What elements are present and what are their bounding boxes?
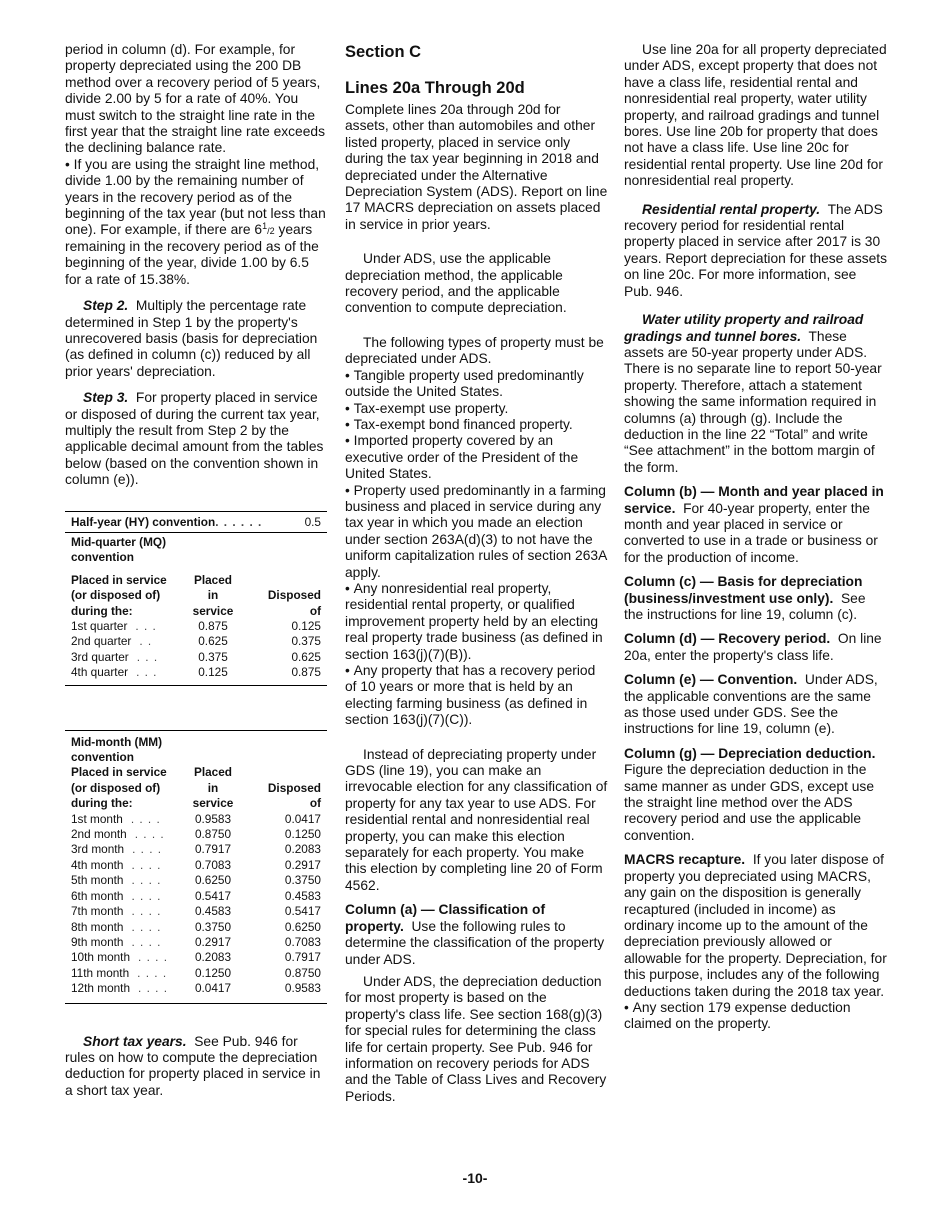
leader-dots: . . . . [131,873,162,888]
row-label-cell [65,935,183,950]
leader-dots: . . . [135,619,157,633]
column-right [624,42,888,1033]
row-label-cell [65,858,183,873]
table-row [65,812,327,827]
header-cell: (or disposed of) [71,780,161,795]
disposed-of-value: 0.2917 [284,857,321,872]
mq-title-line-2: convention [71,550,134,565]
water-utility-lead: Water utility property and railroad gradings and tunnel bores. [624,312,864,344]
column-d-text: On line 20a, enter the property's class life. [624,631,882,663]
row-label-cell [65,665,183,680]
mm-header-row [65,781,327,796]
table-row [65,858,327,873]
disposed-of-value: 0.875 [291,665,321,680]
column-e-text: Under ADS, the applicable conventions are the same as those used under GDS. See the instructions for line 19, column (e). [624,672,878,737]
disposed-of-value: 0.6250 [284,919,321,934]
header-cell: Placed in service [71,572,167,587]
row-label: 2nd month [71,827,127,842]
disposed-of-value: 0.375 [291,634,321,649]
leader-dots: . . . . . . [215,514,263,529]
leader-dots: . . . . [138,950,168,965]
paragraph-under-ads: Under ADS, use the applicable depreciation method, the applicable recovery period, and the applicable convention to compute depreciation. [345,251,567,316]
row-label: 4th quarter [71,665,129,680]
row-label-cell [65,904,183,919]
paragraph-step1-continued: period in column (d). For example, for property depreciated using the 200 DB method over a recovery period of 5 years, divide 2.00 by 5 for a rate of 40%. You must switch to the straight line rate in the first year that the straight line rate exceeds the declining balance rate. [65,42,325,156]
row-label: 11th month [71,965,130,980]
paragraph-types-intro: The following types of property must be depreciated under ADS. [345,334,604,367]
paragraph-step2 [65,298,327,380]
half-year-row [65,512,327,533]
placed-in-service-value: 0.0417 [194,981,232,996]
header-cell: (or disposed of) [71,588,161,603]
disposed-of-value: 0.125 [291,619,321,633]
disposed-of-value: 0.625 [291,649,321,664]
row-label: 2nd quarter [71,634,132,649]
column-b-lead: Column (b) — Month and year placed in service. [624,484,884,516]
disposed-of-value: 0.0417 [284,811,321,826]
row-label: 1st quarter [71,619,128,633]
half-year-value: 0.5 [304,514,321,529]
mm-title-line-2: convention [71,750,134,765]
leader-dots: . . . [136,649,159,664]
row-label-cell [65,966,183,981]
list-item: • Tax-exempt use property. [345,401,608,417]
step2-text: Multiply the percentage rate determined in Step 1 by the property's unrecovered basis (basis for depreciation (as defined in column (c)) reduced by all prior years' depreciation. [65,298,318,379]
header-cell: in [207,780,219,795]
disposed-of-value: 0.2083 [284,842,321,857]
mq-header-row [65,604,327,619]
table-row [65,842,327,857]
row-label: 12th month [71,981,131,996]
column-b-text: For 40-year property, enter the month and year placed in service or converted to use in a trade or business or for the production of income. [624,500,878,565]
row-label-cell [65,889,183,904]
table-row [65,665,327,680]
column-a-lead: Column (a) — Classification of property. [345,902,546,934]
column-c-text: See the instructions for line 19, column (c). [624,590,866,622]
disposed-of-value: 0.3750 [284,873,321,888]
placed-in-service-value: 0.3750 [194,919,232,934]
leader-dots: . . . . [131,857,162,872]
residential-rental-text: The ADS recovery period for residential rental property placed in service after 2017 is 30 years. Report depreciation for these assets on line 20c. For more information, see Pub. 946. [624,201,888,299]
column-middle [345,42,608,1115]
fraction-denominator: /2 [267,226,275,237]
placed-in-service-value: 0.125 [198,665,228,680]
row-label: 9th month [71,934,124,949]
column-d-lead: Column (d) — Recovery period. [624,631,831,647]
disposed-of-value: 0.7083 [284,934,321,949]
disposed-of-value: 0.4583 [284,888,321,903]
mq-rows [65,619,327,681]
header-cell: service [192,603,234,618]
header-cell: Disposed [267,588,321,603]
row-label-cell [65,873,183,888]
row-label-cell [65,950,183,965]
disposed-of-value: 0.7917 [284,950,321,965]
table-row [65,650,327,665]
row-label-cell [65,650,183,665]
header-cell: of [309,603,321,618]
header-cell [243,765,327,780]
placed-in-service-value: 0.9583 [194,811,232,826]
paragraph-election: Instead of depreciating property under GDS (line 19), you can make an irrevocable election for any classification of property for any tax year to use ADS. For residential rental and nonresidential real property, you can make this election separately for each property. You make this election by completing line 20 of Form 4562. [345,746,608,893]
row-label-cell [65,981,183,996]
header-cell: Disposed [267,780,321,795]
row-label: 3rd quarter [71,649,129,664]
header-cell: in [207,588,219,603]
list-item: • Property used predominantly in a farming business and placed in service during any tax year in which you made an election under section 263A(d)(3) to not have the uniform capitalization rules of section 263A apply. [345,483,608,581]
bullet-sl-text-a: If you are using the straight line method, divide 1.00 by the remaining number of years in the recovery period as of the beginning of the tax year (but not less than one). For example, if there are 6 [65,156,326,238]
row-label: 4th month [71,857,124,872]
list-item: • Any property that has a recovery period of 10 years or more that is held by an electing farming business (as defined in section 163(j)(7)(C)). [345,663,608,729]
paragraph-class-life: Under ADS, the depreciation deduction for most property is based on the property's class life. See section 168(g)(3) for special rules for determining the class life for certain property. See Pub. 946 for information on recovery periods for ADS and the Table of Class Lives and Recovery Periods. [345,973,607,1104]
step2-lead: Step 2. [83,298,129,314]
row-label: 6th month [71,888,124,903]
placed-in-service-value: 0.625 [198,634,228,649]
bullet-straight-line [65,157,327,288]
column-left [65,42,327,1109]
column-a-text: Use the following rules to determine the classification of the property under ADS. [345,918,605,967]
ads-property-list [345,368,608,729]
header-cell: during the: [71,603,133,618]
table-row [65,966,327,981]
row-label: 5th month [71,873,124,888]
list-item: • Tax-exempt bond financed property. [345,417,608,433]
list-item: • Any nonresidential real property, residential rental property, or qualified improvement property held by an electing real property trade business (as defined in section 163(j)(7)(B)). [345,581,608,663]
bullet-sl-text-b: years remaining in the recovery period as of the beginning of the year, divide 1.00 by 6.5 for a rate of 15.38%. [65,222,319,287]
bullet-section-179: • Any section 179 expense deduction claimed on the property. [624,1000,888,1033]
mm-header-row [65,765,327,780]
paragraph-column-d [624,631,888,664]
paragraph-column-c [624,574,888,623]
half-year-label: Half-year (HY) convention [71,514,216,529]
row-label: 7th month [71,904,124,919]
mq-header-row [65,588,327,603]
paragraph-short-tax-years [65,1034,327,1100]
row-label: 8th month [71,919,124,934]
short-tax-years-text: See Pub. 946 for rules on how to compute the depreciation deduction for property placed in service in a short tax year. [65,1033,321,1098]
half-year-label-group [71,515,262,530]
macrs-recapture-text: If you later dispose of property you depreciated using MACRS, any gain on the disposition is generally recaptured (included in income) as ordinary income up to the amount of the depreciation previously allowed or allowable for the property. Depreciation, for this purpose, includes any of the following deductions taken during the 2018 tax year. [624,852,887,999]
fraction-numerator: 1 [262,221,268,232]
leader-dots: . . . . [138,981,168,996]
paragraph-column-g [624,746,888,844]
short-tax-years-lead: Short tax years. [83,1033,187,1049]
table-row [65,873,327,888]
row-label-cell [65,827,183,842]
step3-text: For property placed in service or disposed of during the current tax year, multiply the result from Step 2 by the applicable decimal amount from the tables below (based on the convention shown in column (e)). [65,390,324,488]
header-cell: during the: [71,796,133,811]
placed-in-service-value: 0.8750 [194,827,232,842]
table-row [65,827,327,842]
disposed-of-value: 0.8750 [284,965,321,980]
table-row [65,981,327,996]
column-g-text: Figure the depreciation deduction in the same manner as under GDS, except use the straight line method over the ADS recovery period and use the applicable convention. [624,762,875,843]
table-row [65,950,327,965]
leader-dots: . . . . [132,842,163,857]
row-label-cell [65,842,183,857]
leader-dots: . . . . [131,919,162,934]
paragraph-complete-lines: Complete lines 20a through 20d for assets, other than automobiles and other listed property, placed in service only during the tax year beginning in 2018 and depreciated under the Alternative Depreciation System (ADS). Report on line 17 MACRS depreciation on assets placed in service in prior years. [345,102,608,232]
macrs-recapture-lead: MACRS recapture. [624,852,746,868]
mm-rows [65,812,327,997]
disposed-of-value: 0.9583 [284,981,321,996]
table-row [65,889,327,904]
row-label: 1st month [71,811,123,826]
header-cell [243,573,327,588]
mq-title [65,533,327,566]
convention-table-hy-mq [65,511,327,686]
paragraph-column-a [345,902,608,968]
residential-rental-lead: Residential rental property. [642,201,821,217]
row-label: 10th month [71,950,131,965]
placed-in-service-value: 0.875 [198,619,228,633]
section-title: Section C [345,43,422,61]
disposed-of-value: 0.1250 [284,827,321,842]
leader-dots: . . . [136,665,158,680]
lines-title: Lines 20a Through 20d [345,79,525,97]
table-row [65,935,327,950]
paragraph-column-e [624,672,888,738]
paragraph-line-20a: Use line 20a for all property depreciated under ADS, except property that does not have a class life, residential rental and nonresidential real property, water utility property, and railroad gradings and tunnel bores. Use line 20b for property that does not have a class life. Use line 20c for residential rental property. Use line 20d for nonresidential real property. [624,42,887,189]
leader-dots: . . . . [137,965,168,980]
header-cell: service [192,796,234,811]
disposed-of-value: 0.5417 [284,904,321,919]
placed-in-service-value: 0.7083 [194,857,232,872]
column-c-lead: Column (c) — Basis for depreciation (business/investment use only). [624,574,863,606]
mm-title-line-1: Mid-month (MM) [71,734,163,749]
paragraph-column-b [624,484,888,566]
page-number: -10- [462,1170,488,1186]
placed-in-service-value: 0.5417 [194,888,232,903]
leader-dots: . . [139,634,153,649]
table-row [65,619,327,634]
placed-in-service-value: 0.4583 [194,904,232,919]
mm-header-row [65,796,327,811]
list-item: • Tangible property used predominantly outside the United States. [345,368,608,401]
leader-dots: . . . . [131,904,162,919]
leader-dots: . . . . [134,827,165,842]
leader-dots: . . . . [130,811,161,826]
paragraph-step3 [65,390,327,488]
water-utility-text: These assets are 50-year property under ADS. There is no separate line to report 50-year property. Therefore, attach a statement showing the same information required in columns (a) through (g). Include the deduction in the line 22 “Total” and write “See attachment” in the bottom margin of the form. [624,328,882,475]
leader-dots: . . . . [131,934,162,949]
row-label-cell [65,812,183,827]
paragraph-water-utility [624,312,888,476]
paragraph-macrs-recapture [624,852,888,1000]
header-cell: of [309,796,321,811]
row-label: 3rd month [71,842,125,857]
placed-in-service-value: 0.1250 [194,965,232,980]
mq-title-line-1: Mid-quarter (MQ) [71,534,167,549]
table-row [65,920,327,935]
mm-title [65,733,327,766]
row-label-cell [65,634,183,649]
header-cell: Placed in service [71,765,167,780]
header-cell: Placed [193,572,233,587]
list-item: • Imported property covered by an executive order of the President of the United States. [345,433,608,482]
mq-header-row [65,573,327,588]
column-g-lead: Column (g) — Depreciation deduction. [624,745,876,761]
row-label-cell [65,619,183,634]
placed-in-service-value: 0.2083 [194,950,232,965]
column-e-lead: Column (e) — Convention. [624,672,798,688]
step3-lead: Step 3. [83,390,129,406]
header-cell: Placed [193,765,233,780]
convention-table-mm [65,730,327,1004]
placed-in-service-value: 0.7917 [194,842,232,857]
table-row [65,634,327,649]
placed-in-service-value: 0.2917 [194,934,232,949]
table-row [65,904,327,919]
leader-dots: . . . . [131,888,162,903]
row-label-cell [65,920,183,935]
placed-in-service-value: 0.375 [198,649,228,664]
paragraph-residential-rental [624,202,888,300]
placed-in-service-value: 0.6250 [194,873,232,888]
